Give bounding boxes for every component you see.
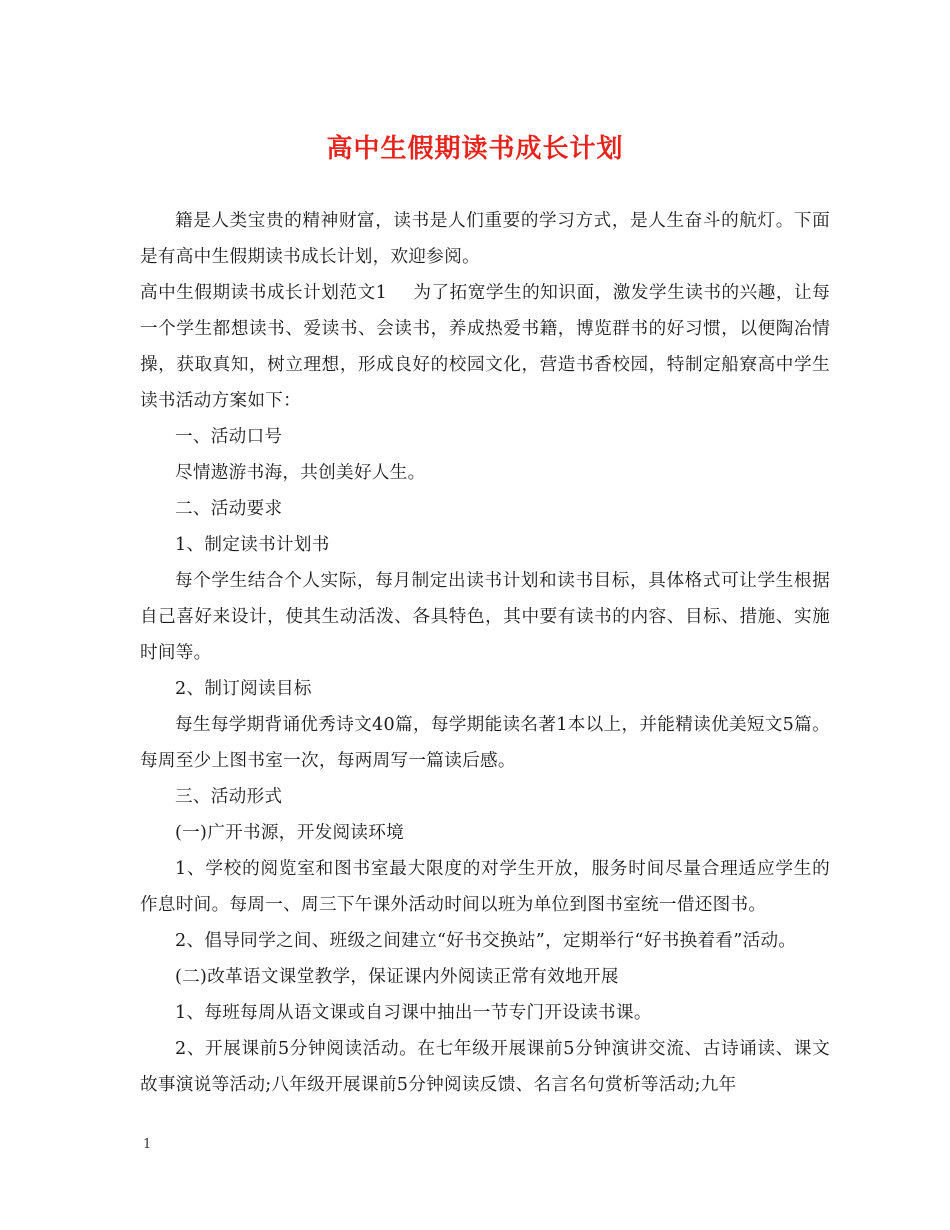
paragraph: 一、活动口号 bbox=[175, 427, 283, 447]
paragraph: (二)改革语文课堂教学，保证课内外阅读正常有效地开展 bbox=[175, 967, 619, 987]
paragraph: 2、制订阅读目标 bbox=[175, 679, 312, 699]
section-paragraph bbox=[140, 275, 830, 419]
document-title: 高中生假期读书成长计划 bbox=[326, 134, 624, 164]
paragraph: 2、开展课前5分钟阅读活动。在七年级开展课前5分钟演讲交流、古诗诵读、课文故事演说等活动;八年级开展课前5分钟阅读反馈、名言名句赏析等活动;九年 bbox=[140, 1039, 830, 1095]
document-body bbox=[140, 203, 830, 1103]
paragraph: (一)广开书源，开发阅读环境 bbox=[175, 823, 405, 843]
paragraph: 二、活动要求 bbox=[175, 499, 283, 519]
paragraph: 尽情遨游书海，共创美好人生。 bbox=[175, 463, 426, 483]
section-lead: 为了拓宽学生的知识面，激发学生读书的兴趣，让每一个学生都想读书、爱读书、会读书，养成热爱书籍，博览群书的好习惯，以便陶冶情操，获取真知，树立理想，形成良好的校园文化，营造书香校园，特制定船寮高中学生读书活动方案如下： bbox=[140, 283, 830, 411]
paragraph: 三、活动形式 bbox=[175, 787, 283, 807]
paragraph: 1、每班每周从语文课或自习课中抽出一节专门开设读书课。 bbox=[175, 1003, 652, 1023]
section-label: 高中生假期读书成长计划范文1 bbox=[140, 283, 388, 303]
intro-paragraph: 籍是人类宝贵的精神财富，读书是人们重要的学习方式，是人生奋斗的航灯。下面是有高中生假期读书成长计划，欢迎参阅。 bbox=[140, 211, 830, 267]
page-number: 1 bbox=[143, 1137, 152, 1152]
paragraph: 1、制定读书计划书 bbox=[175, 535, 330, 555]
paragraph: 每个学生结合个人实际，每月制定出读书计划和读书目标，具体格式可让学生根据自己喜好来设计，使其生动活泼、各具特色，其中要有读书的内容、目标、措施、实施时间等。 bbox=[140, 571, 830, 663]
paragraph: 2、倡导同学之间、班级之间建立“好书交换站”，定期举行“好书换着看”活动。 bbox=[175, 931, 797, 951]
paragraph: 每生每学期背诵优秀诗文40篇，每学期能读名著1本以上，并能精读优美短文5篇。每周至少上图书室一次，每两周写一篇读后感。 bbox=[140, 715, 830, 771]
paragraph: 1、学校的阅览室和图书室最大限度的对学生开放，服务时间尽量合理适应学生的作息时间。每周一、周三下午课外活动时间以班为单位到图书室统一借还图书。 bbox=[140, 859, 830, 915]
